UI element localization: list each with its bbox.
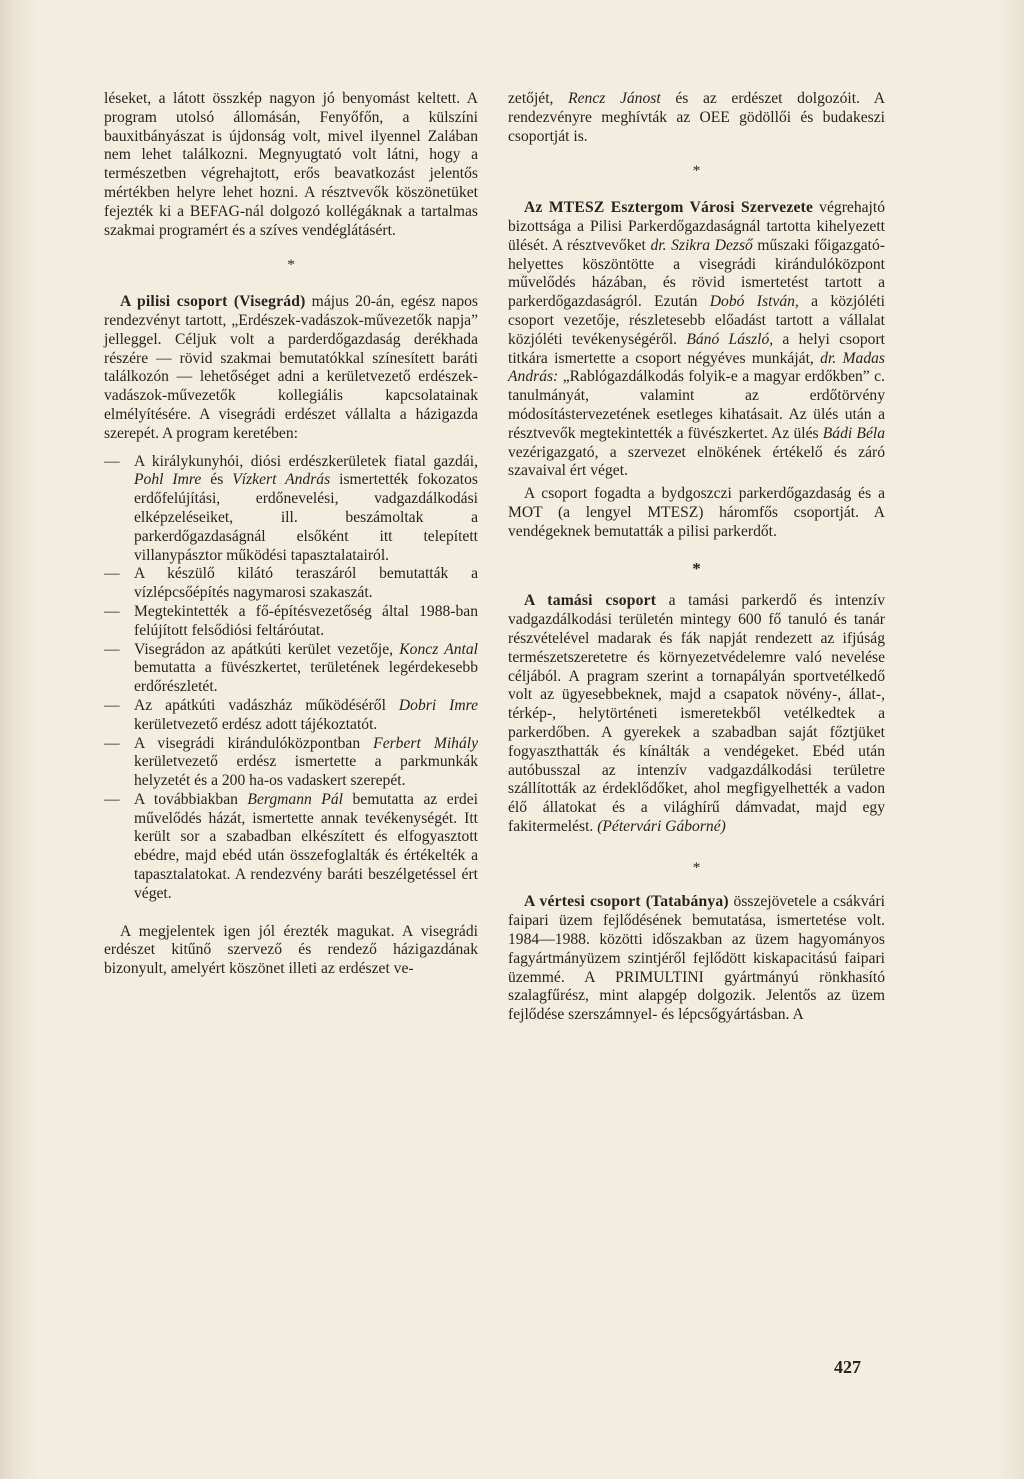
section-heading: A tamási csoport — [524, 592, 657, 610]
dash-bullet: — — [104, 640, 120, 658]
text: zetőjét, — [508, 90, 569, 107]
list-item — [104, 565, 478, 603]
list-item — [104, 697, 478, 735]
person-name: dr. Madas András: — [508, 349, 885, 386]
paragraph-pilisi — [104, 293, 478, 443]
right-column — [508, 90, 885, 1025]
section-heading: A pilisi csoport (Visegrád) — [120, 293, 306, 311]
list-item-text — [134, 641, 478, 697]
left-column — [104, 90, 478, 979]
section-separator: * — [287, 257, 295, 274]
paragraph: léseket, a látott összkép nagyon jó benyomást keltett. A program utolsó állomásán, Fenyőfőn, a külszíni bauxitbányászat is újdonság volt, mivel ilyennel Zalában nem lehet találkozni. Megnyugtató volt látni, hogy a természetben végrehajtott, erős beavatkozást jelentős mértékben helyre lehet hozni. A résztvevők köszönetüket fejezték ki a BEFAG-nál dolgozó kollégáknak a tartalmas szakmai programért és a szíves vendéglátásért. — [104, 90, 478, 239]
list-item-text — [134, 697, 478, 735]
paragraph: A megjelentek igen jól érezték magukat. A visegrádi erdészet kitűnő szervező és rendező házigazdának bizonyult, amelyért köszönet illeti az erdészet ve- — [104, 922, 478, 978]
list-item-text: Megtekintették a fő-építésvezetőség által 1988-ban felújított felsődiósi feltáróutat. — [134, 602, 478, 639]
dash-bullet: — — [104, 565, 120, 583]
person-name: Rencz Jánost — [568, 90, 661, 107]
person-name: dr. Szikra Dezső — [650, 236, 753, 254]
text: „Rablógazdálkodás folyik-e a magyar erdőkben” c. tanulmányát, valamint az erdőtörvény módosítástervezetének esetleges kihatásait. Az ülés után a résztvevők megtekintették a füvészkertet. Az ülés — [508, 368, 885, 442]
paragraph-text: május 20-án, egész napos rendezvényt tartott, „Erdészek-vadászok-művezetők napja” jelleggel. Céljuk volt a parderdőgazdaság derékhada részére — rövid szakmai bemutatókkal színesített baráti találkozón — lehetőséget adni a kerületvezető erdészek-vadászok-művezetők kollegiális kapcsolatainak elmélyítésére. A visegrádi erdészet vállalta a házigazda szerepét. A program keretében: — [104, 293, 478, 442]
text: a tamási parkerdő és intenzív vadgazdálkodási területén mintegy 600 fő tanuló és tanár részvételével madarak és fák napját rendezett az ifjúság természetszeretetre és környezetvédelemre való nevelése céljából. A pragram szerint a tornapályán sportvetélkedő volt az ügyesebbeknek, majd a csapatok növény-, állat-, térkép-, helytörténeti ismeretekből vetélkedtek a parkerdőben. A gyerekek a szabadban saját főztjüket fogyaszthatták és kínálták a vendégeket. Ebéd után autóbusszal az intenzív vadgazdálkodási területre szállították az érdeklődőket, ahol megfigyelhették a vadon élő állatokat és a világhírű dámvadat, majd egy fakitermelést. — [508, 592, 885, 835]
text: A visegrádi kirándulóközpontban — [134, 734, 374, 752]
paragraph-tamasi — [508, 592, 885, 836]
section-separator: * — [692, 163, 701, 180]
list-item-text — [134, 453, 478, 566]
text: műszaki főigazgató-helyettes köszöntötte a visegrádi kirándulóközpont művelődés házában, és rövid ismertetést tartott a parkerdőgazdaságról. Ezután — [508, 236, 886, 311]
person-name: Ferbert Mihály — [373, 734, 479, 752]
text: Az apátkúti vadászház működéséről — [134, 696, 399, 714]
person-name: Bádi Béla — [822, 424, 885, 442]
text: és — [201, 471, 233, 489]
text: bemutatta az erdei művelődés házát, ismertette annak tevékenységét. Itt került sor a szabadban elkészített és elfogyasztott ebédre, majd ebéd után összefoglalták és értékelték a tapasztalatokat. A rendezvény baráti beszélgetéssel ért véget. — [134, 790, 478, 902]
page-number: 427 — [834, 1357, 861, 1377]
dash-bullet: — — [104, 790, 120, 808]
text: vezérigazgató, a szervezet elnökének értékelő és záró szavaival ért véget. — [508, 443, 885, 480]
text: a helyi csoport titkára ismertette a csoport négyéves munkáját, — [508, 330, 885, 367]
section-heading: A vértesi csoport (Tatabánya) — [524, 893, 729, 911]
paragraph-vertesi — [508, 893, 885, 1025]
person-name: Vízkert András — [232, 471, 331, 489]
dash-bullet: — — [104, 602, 120, 620]
text: bemutatta a füvészkertet, területének legérdekesebb erdőrészletét. — [134, 659, 478, 696]
list-item — [104, 791, 478, 904]
person-name: Pohl Imre — [134, 471, 202, 489]
paragraph-mtesz — [508, 199, 885, 481]
list-item-text — [134, 791, 478, 904]
list-item-text — [134, 735, 478, 791]
list-item — [104, 603, 478, 641]
list-item — [104, 735, 478, 791]
dash-bullet: — — [104, 696, 120, 714]
text: kerületvezető erdész adott tájékoztatót. — [134, 715, 378, 733]
text: kerületvezető erdész ismertette a parkmunkák helyzetét és a 200 ha-os vadaskert szerepét. — [134, 753, 478, 790]
text: ismertették fokozatos erdőfelújítási, erdőnevelési, vadgazdálkodási elképzeléseiket, ill. beszámoltak a parkerdőgazdaságnál elsőként itt telepített villanypásztor működési tapasztalatairól. — [134, 471, 479, 564]
section-separator: * — [692, 859, 701, 876]
section-separator: * — [692, 558, 701, 578]
dash-bullet: — — [104, 452, 120, 470]
person-name: Dobó István, — [709, 293, 799, 311]
author-credit: (Pétervári Gáborné) — [597, 817, 726, 835]
text: összejövetele a csákvári faipari üzem fejlődésének bemutatása, ismertetése volt. 1984—1988. közötti időszakban az üzem hagyományos fagyártmányüzem szintjéről fejlődött kiskapacitású faipari üzemmé. A PRIMULTINI gyártmányú rönkhasító szalagfűrész, mint alapgép dolgozik. Jelentős az üzem fejlődése szerszámnyel- és lépcsőgyártásban. A — [508, 893, 885, 1024]
list-item-text: A készülő kilátó teraszáról bemutatták a vízlépcsőépítés nagymarosi szakaszát. — [134, 565, 478, 602]
text: végrehajtó bizottsága a Pilisi Parkerdőgazdaságnál tartotta kihelyezett ülését. A résztvevőket — [508, 199, 885, 254]
person-name: Bánó László, — [686, 330, 774, 348]
text: és az erdészet dolgozóit. A rendezvényre meghívták az OEE gödöllői és budakeszi csoportját is. — [508, 90, 885, 145]
dash-bullet: — — [104, 734, 120, 752]
paragraph: A csoport fogadta a bydgoszczi parkerdőgazdaság és a MOT (a lengyel MTESZ) háromfős csoportját. A vendégeknek bemutatták a pilisi parkerdőt. — [508, 485, 885, 540]
paragraph — [508, 90, 885, 146]
list-item — [104, 641, 478, 697]
text: a közjóléti csoport vezetője, részletesebb előadást tartott a vállalat közjóléti tevékenységéről. — [508, 293, 886, 348]
person-name: Koncz Antal — [399, 640, 478, 658]
person-name: Dobri Imre — [398, 696, 478, 714]
text: A királykunyhói, diósi erdészkerületek fiatal gazdái, — [134, 452, 478, 470]
person-name: Bergmann Pál — [247, 790, 343, 808]
text: A továbbiakban — [134, 790, 248, 808]
section-heading: Az MTESZ Esztergom Városi Szervezete — [524, 199, 814, 217]
text: Visegrádon az apátkúti kerület vezetője, — [134, 640, 400, 658]
list-item — [104, 453, 478, 566]
